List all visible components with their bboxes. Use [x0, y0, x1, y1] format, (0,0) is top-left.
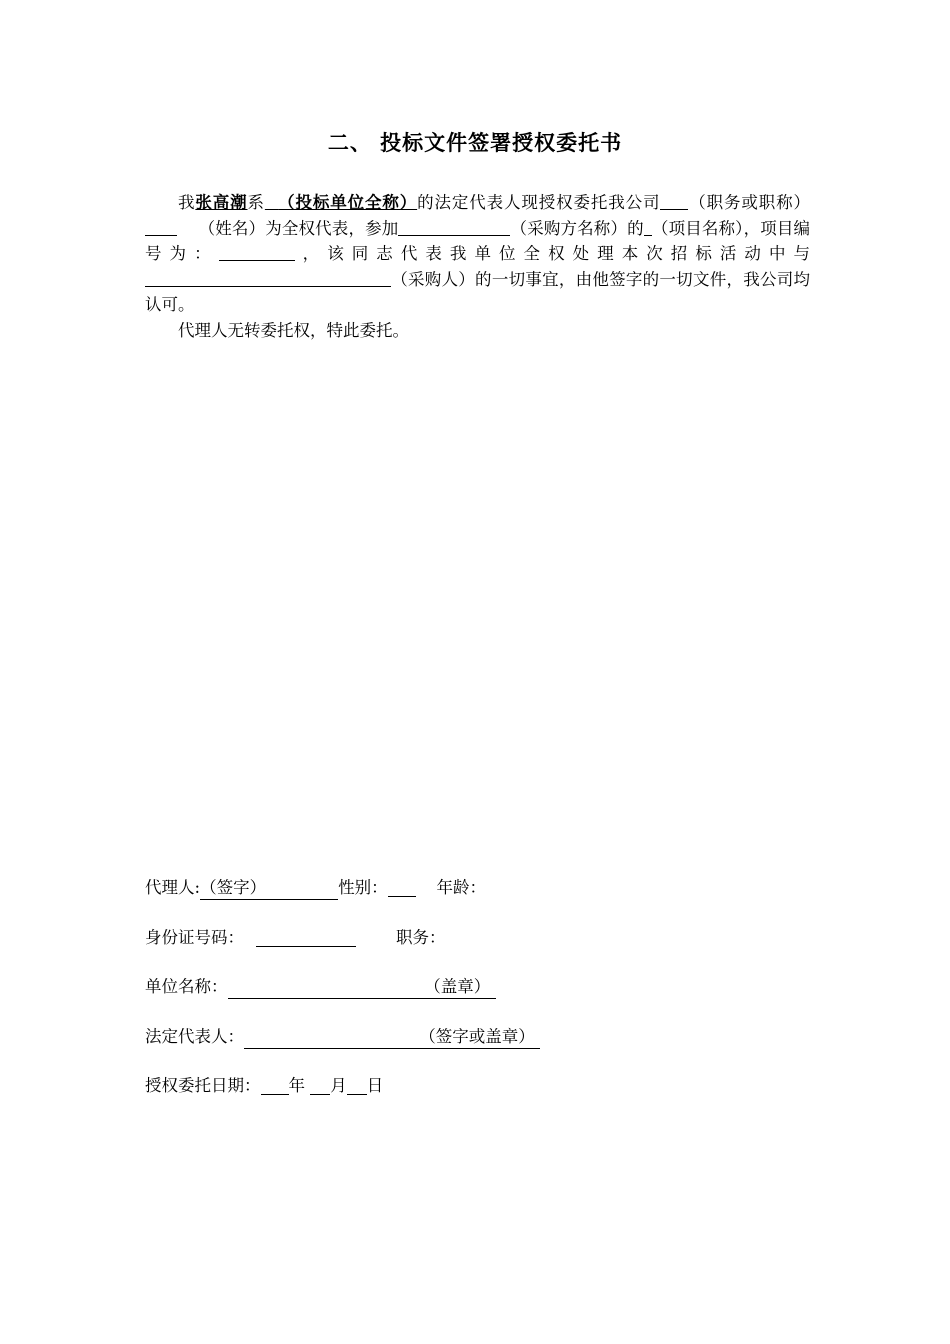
month-label: 月 [330, 1076, 347, 1095]
unit-row [145, 976, 496, 999]
date-row [145, 1075, 383, 1097]
agent-row [145, 877, 486, 900]
text-segment: 系 [247, 193, 265, 212]
id-label: 身份证号码： [145, 928, 244, 947]
blank-line [145, 218, 177, 236]
date-label: 授权委托日期： [145, 1076, 261, 1095]
text-segment: （职务或职称） [688, 193, 810, 212]
day-label: 日 [366, 1076, 384, 1095]
post-label: 职务： [396, 928, 446, 947]
authorization-paragraph [145, 190, 810, 318]
text-segment: （采购人）的一切事宜，由他签字的一切文件，我公司均认可。 [145, 269, 810, 315]
gender-field [388, 878, 416, 897]
text-segment: （采购方名称）的 [510, 218, 644, 238]
age-label: 年龄： [436, 878, 487, 897]
text-segment: （项目名称），项目编号为： [145, 218, 811, 264]
blank-line [145, 269, 391, 287]
page-title: 二、 投标文件签署授权委托书 [327, 131, 623, 155]
no-delegation-paragraph: 代理人无转委托权，特此委托。 [178, 320, 409, 340]
text-segment: 我 [178, 193, 196, 212]
day-field [347, 1076, 367, 1095]
blank-line [398, 218, 510, 236]
text-segment: 的法定代表人现授权委托我公司 [417, 193, 661, 212]
representative-name: 张高潮 [195, 193, 248, 212]
blank-line [660, 192, 688, 210]
legal-rep-label: 法定代表人： [145, 1027, 244, 1046]
company-placeholder: （投标单位全称） [278, 193, 418, 212]
gender-label: 性别： [338, 878, 388, 897]
id-number-field [256, 928, 356, 947]
blank-line [644, 218, 652, 236]
month-field [310, 1076, 330, 1095]
year-label: 年 [288, 1076, 305, 1095]
blank-line [219, 243, 295, 261]
unit-seal-field: （盖章） [228, 976, 496, 999]
agent-label: 代理人: [145, 878, 201, 897]
text-segment: （姓名）为全权代表，参加 [198, 218, 399, 238]
unit-label: 单位名称： [145, 977, 228, 996]
legal-rep-row [145, 1026, 540, 1049]
year-field [261, 1076, 289, 1095]
text-segment: ，该同志代表我单位全权处理本次招标活动中与 [294, 244, 810, 264]
agent-signature-field: （签字） [200, 877, 338, 900]
legal-rep-field: （签字或盖章） [244, 1026, 540, 1049]
authorization-body [145, 190, 810, 344]
id-row [145, 927, 446, 949]
